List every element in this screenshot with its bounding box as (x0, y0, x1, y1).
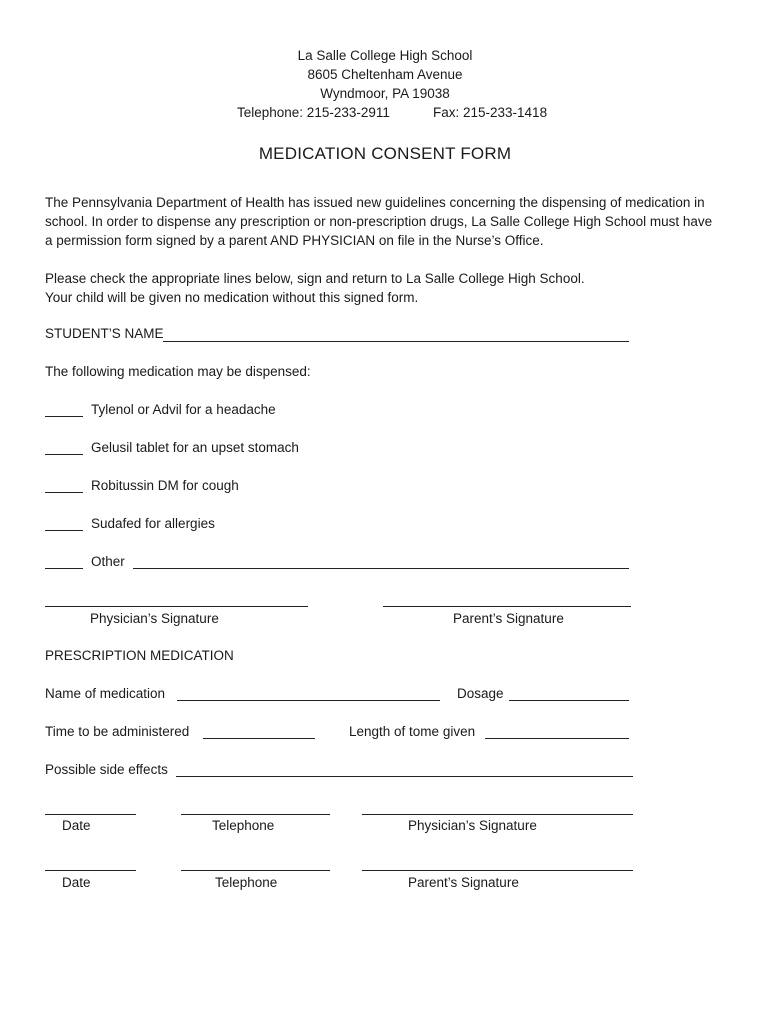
option-checkline-sudafed[interactable] (45, 530, 83, 531)
form-title: MEDICATION CONSENT FORM (258, 144, 512, 163)
telephone-field-1[interactable] (181, 814, 330, 815)
option-checkline-other[interactable] (45, 568, 83, 569)
length-given-field[interactable] (485, 738, 629, 739)
option-label-other: Other (91, 554, 125, 569)
student-name-field[interactable] (163, 341, 629, 342)
telephone-label-2: Telephone (215, 875, 278, 890)
parent-signature-label: Parent’s Signature (453, 611, 564, 626)
other-medication-field[interactable] (133, 568, 629, 569)
date-label-2: Date (62, 875, 91, 890)
physician-signature-field[interactable] (45, 606, 308, 607)
time-administered-label: Time to be administered (45, 724, 190, 739)
instructions-line-2: Your child will be given no medication without this signed form. (45, 290, 419, 305)
option-label-sudafed: Sudafed for allergies (91, 516, 215, 531)
side-effects-field[interactable] (176, 776, 633, 777)
physician-signature-field-2[interactable] (362, 814, 633, 815)
prescription-heading: PRESCRIPTION MEDICATION (45, 648, 234, 663)
school-name: La Salle College High School (297, 48, 473, 63)
parent-signature-label-2: Parent’s Signature (408, 875, 519, 890)
date-label-1: Date (62, 818, 91, 833)
option-checkline-gelusil[interactable] (45, 454, 83, 455)
school-telephone: Telephone: 215-233-2911 (237, 105, 390, 120)
physician-signature-label-2: Physician’s Signature (408, 818, 537, 833)
telephone-label-1: Telephone (212, 818, 275, 833)
instructions-line-1: Please check the appropriate lines below, sign and return to La Salle College High School. (45, 271, 585, 286)
option-label-gelusil: Gelusil tablet for an upset stomach (91, 440, 299, 455)
medication-intro: The following medication may be dispensed: (45, 364, 311, 379)
date-field-1[interactable] (45, 814, 136, 815)
physician-signature-label: Physician’s Signature (90, 611, 219, 626)
time-administered-field[interactable] (203, 738, 315, 739)
student-name-label: STUDENT’S NAME (45, 326, 164, 341)
parent-signature-field[interactable] (383, 606, 631, 607)
school-address: 8605 Cheltenham Avenue (307, 67, 463, 82)
medication-name-field[interactable] (177, 700, 440, 701)
medication-name-label: Name of medication (45, 686, 166, 701)
intro-line-2: school. In order to dispense any prescription or non-prescription drugs, La Salle College High School must have (45, 214, 713, 229)
option-label-tylenol: Tylenol or Advil for a headache (91, 402, 276, 417)
option-checkline-tylenol[interactable] (45, 416, 83, 417)
school-fax: Fax: 215-233-1418 (433, 105, 548, 120)
option-label-robitussin: Robitussin DM for cough (91, 478, 239, 493)
side-effects-label: Possible side effects (45, 762, 168, 777)
option-checkline-robitussin[interactable] (45, 492, 83, 493)
intro-line-1: The Pennsylvania Department of Health has issued new guidelines concerning the dispensing of medication in (45, 195, 705, 210)
telephone-field-2[interactable] (181, 870, 330, 871)
school-city: Wyndmoor, PA 19038 (320, 86, 450, 101)
parent-signature-field-2[interactable] (362, 870, 633, 871)
date-field-2[interactable] (45, 870, 136, 871)
dosage-label: Dosage (457, 686, 504, 701)
length-given-label: Length of tome given (349, 724, 476, 739)
intro-line-3: a permission form signed by a parent AND PHYSICIAN on file in the Nurse’s Office. (45, 233, 544, 248)
dosage-field[interactable] (509, 700, 629, 701)
